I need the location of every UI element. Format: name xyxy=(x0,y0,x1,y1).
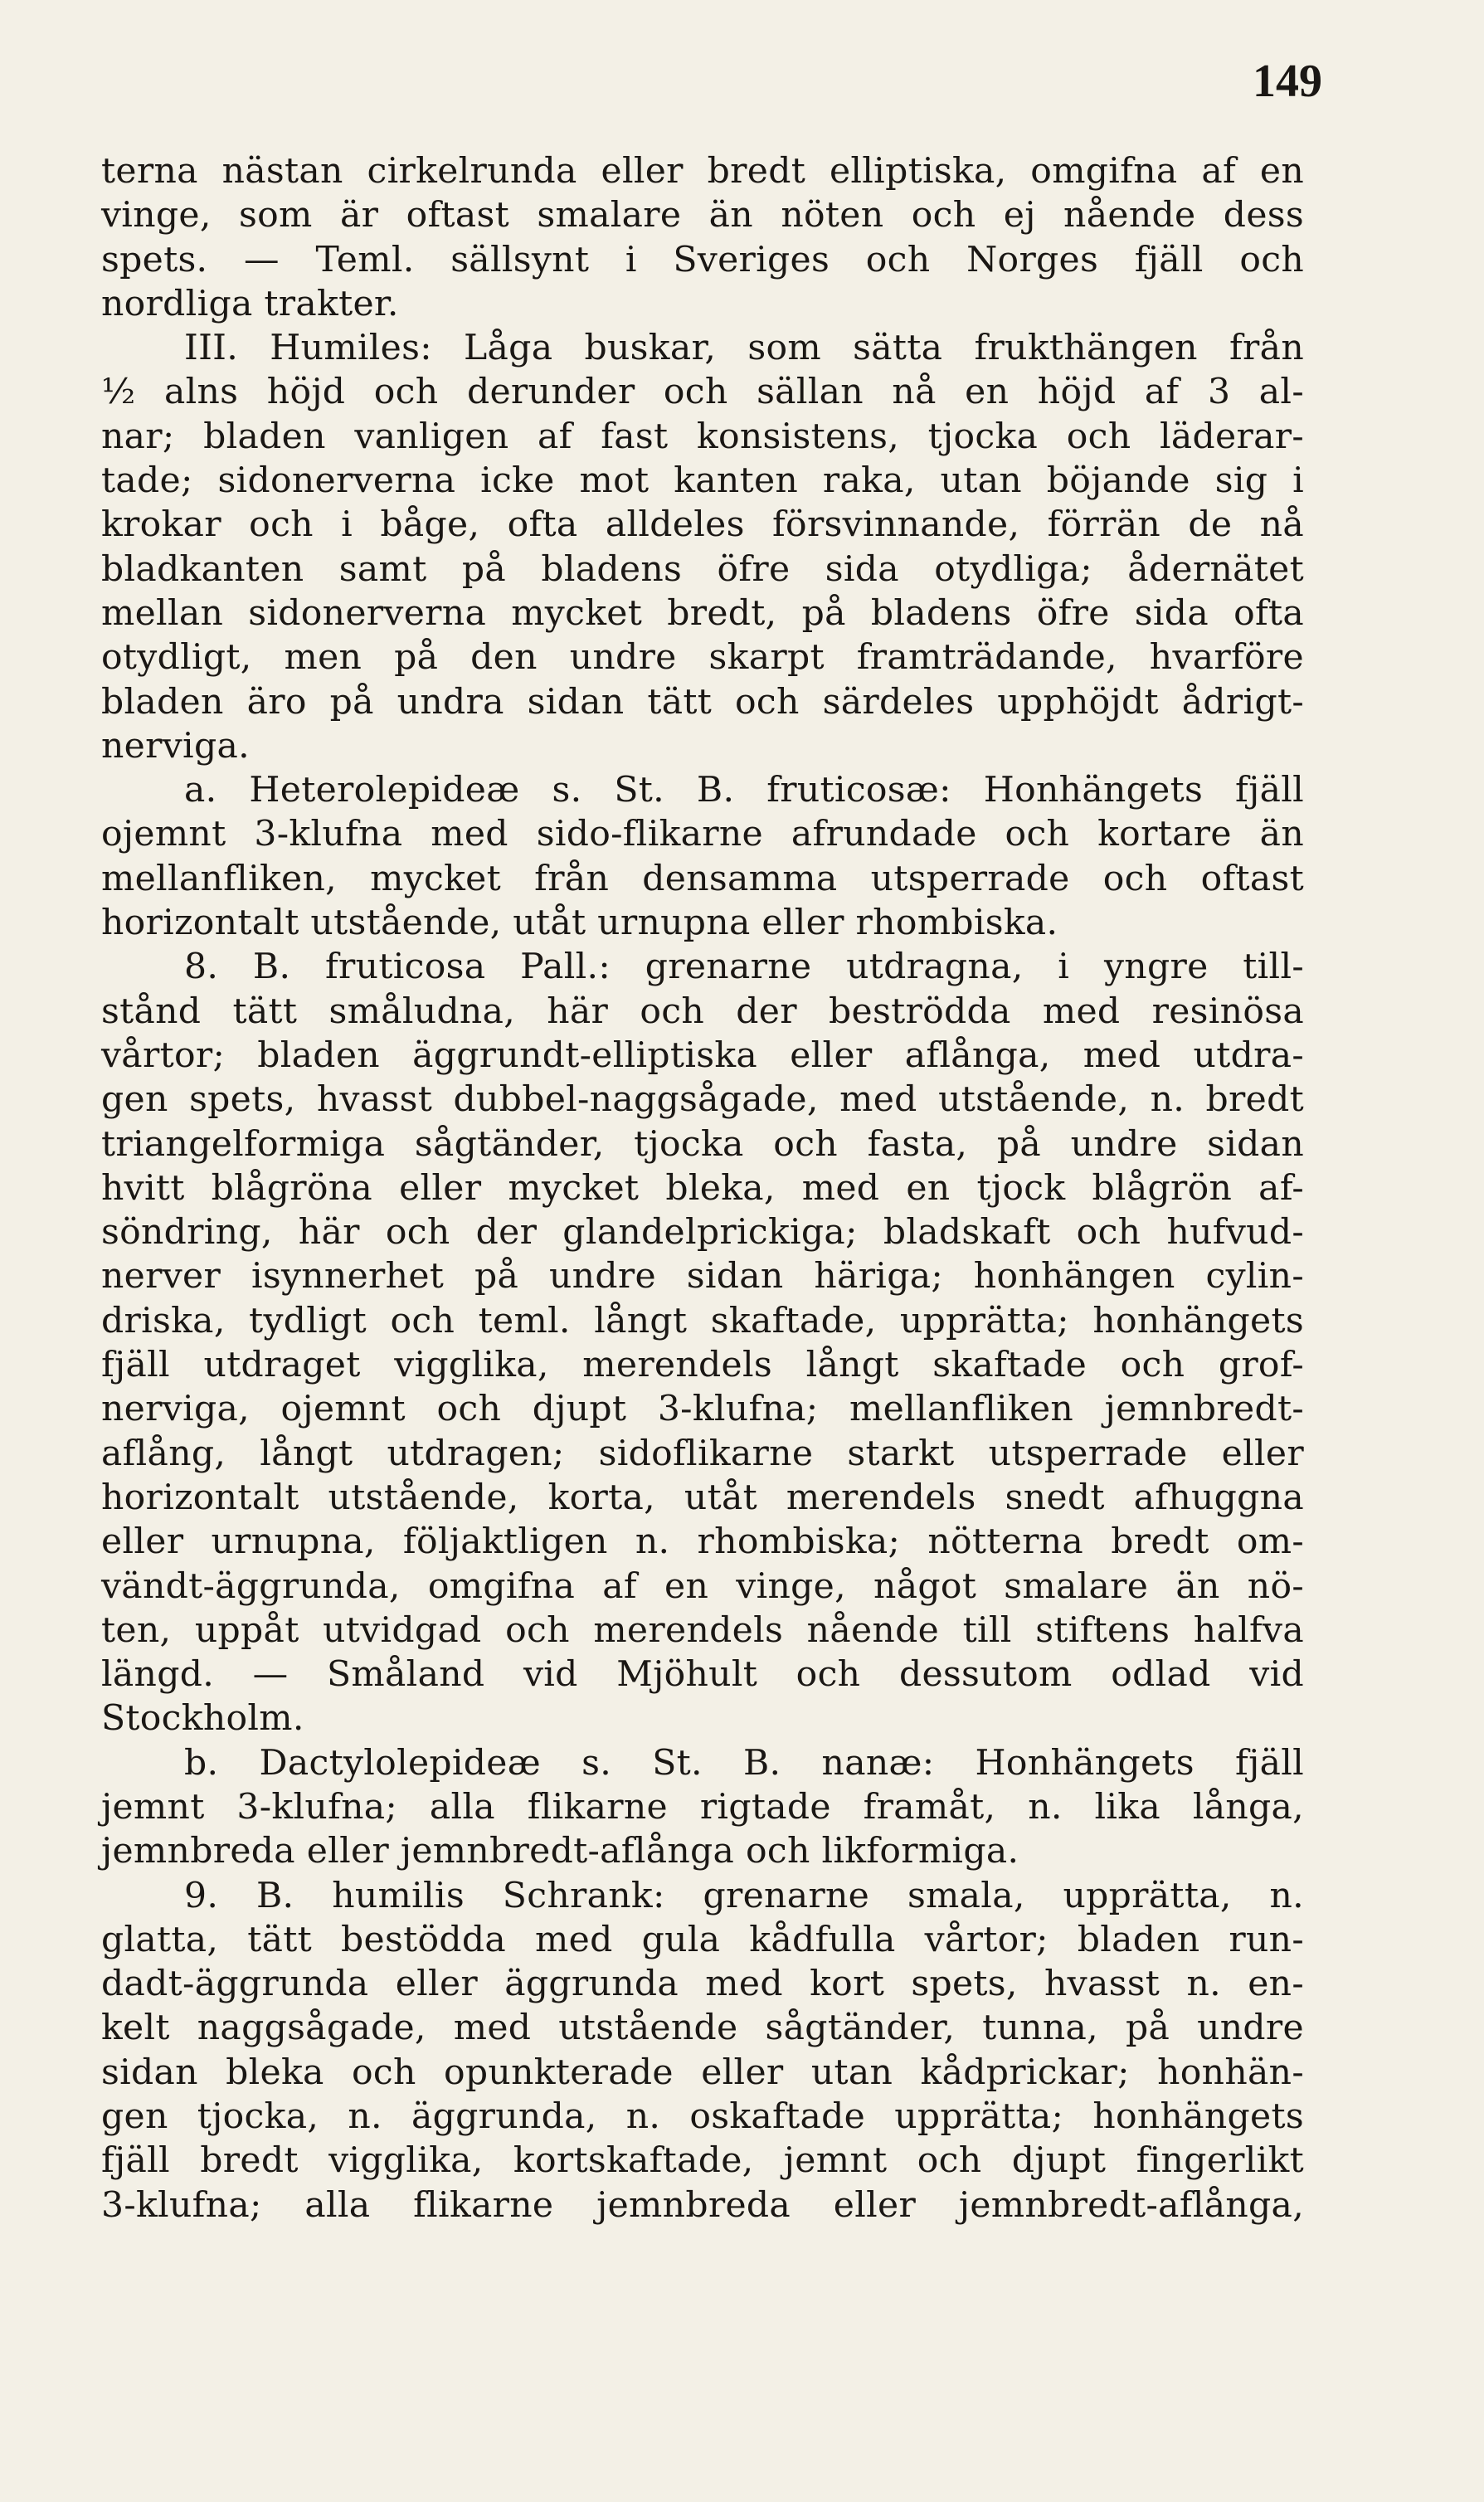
text-line: driska, tydligt och teml. långt skaftade, upprätta; honhängets xyxy=(101,1300,1304,1341)
text-line: sidan bleka och opunkterade eller utan kådprickar; honhän- xyxy=(101,2052,1304,2093)
text-line: spets. — Teml. sällsynt i Sveriges och Norges fjäll och xyxy=(101,239,1304,280)
text-line: vårtor; bladen äggrundt-elliptiska eller aflånga, med utdra- xyxy=(101,1034,1304,1076)
text-line: stånd tätt småludna, här och der beströdda med resinösa xyxy=(101,991,1304,1032)
text-line: kelt naggsågade, med utstående sågtänder, tunna, på undre xyxy=(101,2008,1304,2049)
text-line: bladkanten samt på bladens öfre sida otydliga; ådernätet xyxy=(101,548,1304,590)
text-line: fjäll bredt vigglika, kortskaftade, jemnt och djupt fingerlikt xyxy=(101,2140,1304,2182)
text-line: III. Humiles: Låga buskar, som sätta frukthängen från xyxy=(184,328,1304,369)
text-line: horizontalt utstående, korta, utåt merendels snedt afhuggna xyxy=(101,1477,1304,1518)
body-text xyxy=(101,149,1304,2227)
text-line: krokar och i båge, ofta alldeles försvinnande, förrän de nå xyxy=(101,504,1304,546)
text-line: nordliga trakter. xyxy=(101,283,399,324)
text-line: otydligt, men på den undre skarpt framträdande, hvarföre xyxy=(101,637,1304,679)
text-line: bladen äro på undra sidan tätt och särdeles upphöjdt ådrigt- xyxy=(101,681,1304,723)
text-line: längd. — Småland vid Mjöhult och dessutom odlad vid xyxy=(101,1654,1304,1696)
text-line: vändt-äggrunda, omgifna af en vinge, något smalare än nö- xyxy=(101,1565,1304,1607)
text-line: vinge, som är oftast smalare än nöten och ej nående dess xyxy=(101,195,1304,236)
text-line: nerviga. xyxy=(101,725,250,767)
text-line: ojemnt 3-klufna med sido-flikarne afrundade och kortare än xyxy=(101,814,1304,855)
text-line: nar; bladen vanligen af fast konsistens, tjocka och läderar- xyxy=(101,416,1304,457)
text-line: a. Heterolepideæ s. St. B. fruticosæ: Honhängets fjäll xyxy=(184,770,1304,811)
text-line: gen spets, hvasst dubbel-naggsågade, med utstående, n. bredt xyxy=(101,1079,1304,1121)
text-line: 9. B. humilis Schrank: grenarne smala, upprätta, n. xyxy=(184,1875,1304,1916)
text-line: dadt-äggrunda eller äggrunda med kort spets, hvasst n. en- xyxy=(101,1964,1304,2005)
text-line: tade; sidonerverna icke mot kanten raka, utan böjande sig i xyxy=(101,460,1304,502)
text-line: jemnbreda eller jemnbredt-aflånga och likformiga. xyxy=(101,1831,1019,1872)
text-line: nerviga, ojemnt och djupt 3-klufna; mellanfliken jemnbredt- xyxy=(101,1389,1304,1430)
text-line: triangelformiga sågtänder, tjocka och fasta, på undre sidan xyxy=(101,1123,1304,1165)
text-line: eller urnupna, följaktligen n. rhombiska; nötterna bredt om- xyxy=(101,1521,1304,1563)
text-line: mellan sidonerverna mycket bredt, på bladens öfre sida ofta xyxy=(101,592,1304,634)
text-line: ten, uppåt utvidgad och merendels nående till stiftens halfva xyxy=(101,1609,1304,1651)
text-line: 3-klufna; alla flikarne jemnbreda eller jemnbredt-aflånga, xyxy=(101,2184,1304,2226)
text-line: horizontalt utstående, utåt urnupna eller rhombiska. xyxy=(101,903,1058,944)
text-line: aflång, långt utdragen; sidoflikarne starkt utsperrade eller xyxy=(101,1433,1304,1474)
text-line: 8. B. fruticosa Pall.: grenarne utdragna, i yngre till- xyxy=(184,947,1304,988)
text-line: jemnt 3-klufna; alla flikarne rigtade framåt, n. lika långa, xyxy=(101,1786,1304,1828)
text-line: hvitt blågröna eller mycket bleka, med en tjock blågrön af- xyxy=(101,1167,1304,1209)
page-number: 149 xyxy=(1253,56,1322,107)
text-line: söndring, här och der glandelprickiga; bladskaft och hufvud- xyxy=(101,1212,1304,1253)
text-line: ½ alns höjd och derunder och sällan nå en höjd af 3 al- xyxy=(101,372,1304,413)
text-line: fjäll utdraget vigglika, merendels långt skaftade och grof- xyxy=(101,1345,1304,1386)
text-line: glatta, tätt bestödda med gula kådfulla vårtor; bladen run- xyxy=(101,1919,1304,1960)
text-line: gen tjocka, n. äggrunda, n. oskaftade upprätta; honhängets xyxy=(101,2096,1304,2138)
text-line: terna nästan cirkelrunda eller bredt elliptiska, omgifna af en xyxy=(101,151,1304,192)
text-line: mellanfliken, mycket från densamma utsperrade och oftast xyxy=(101,858,1304,899)
text-line: Stockholm. xyxy=(101,1698,304,1740)
text-line: nerver isynnerhet på undre sidan häriga; honhängen cylin- xyxy=(101,1256,1304,1297)
text-line: b. Dactylolepideæ s. St. B. nanæ: Honhängets fjäll xyxy=(184,1742,1304,1784)
